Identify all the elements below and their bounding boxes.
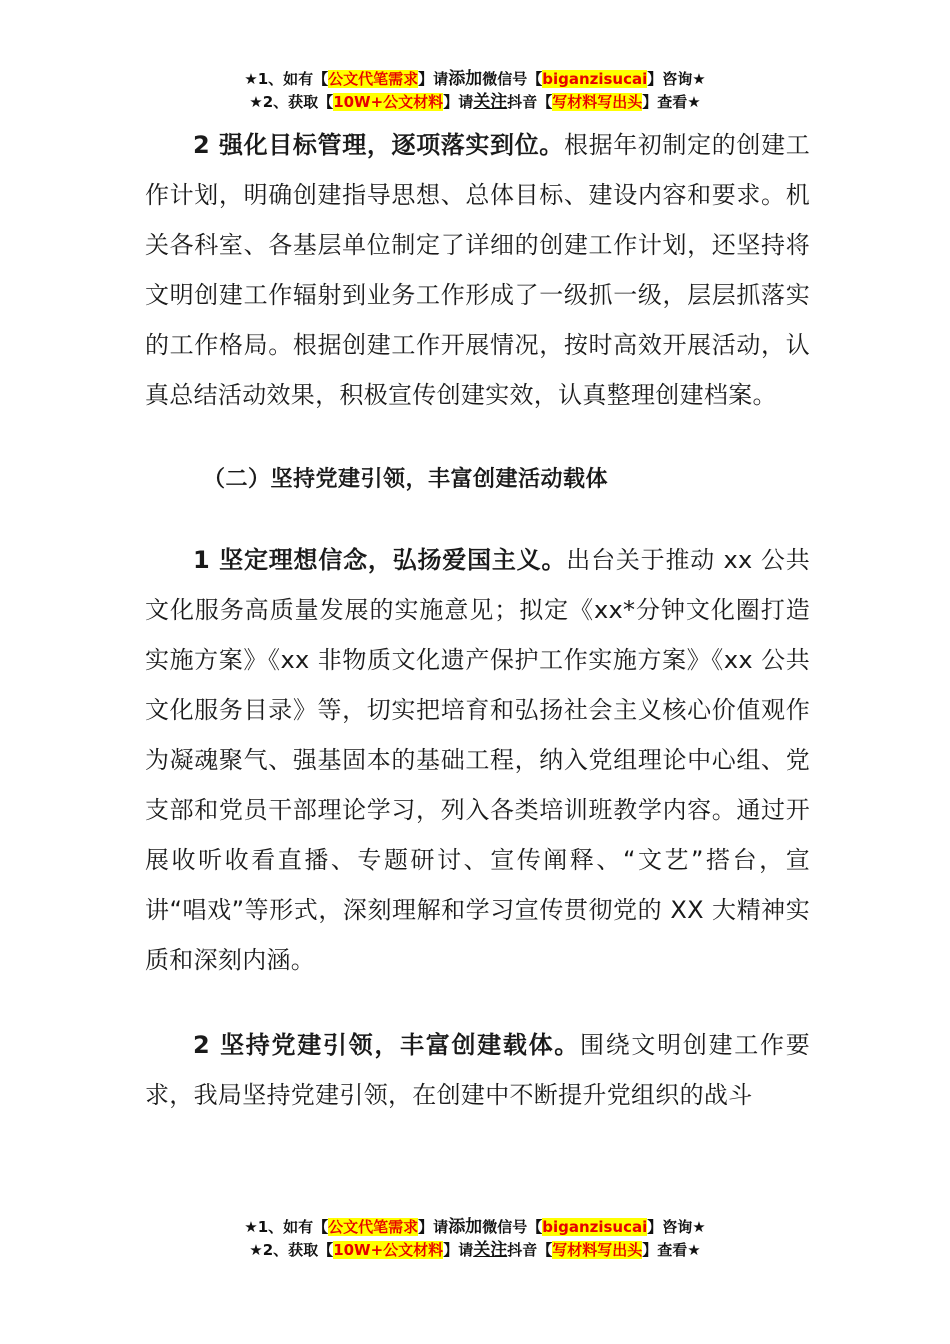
materials-highlight: 10W+公文材料 <box>333 93 444 111</box>
banner-text: ★2、获取【 <box>249 1241 334 1259</box>
banner-text: 抖音【 <box>507 93 553 111</box>
wechat-id-highlight: biganzisucai <box>542 70 648 88</box>
service-highlight: 公文代笔需求 <box>328 70 419 88</box>
paragraph-lead: 2 坚持党建引领，丰富创建载体。 <box>193 1031 581 1059</box>
header-banner <box>0 68 950 114</box>
banner-emphasis: 添加 <box>448 69 483 89</box>
banner-line-1 <box>0 68 950 91</box>
banner-text: ★2、获取【 <box>249 93 334 111</box>
banner-text: 】请 <box>443 93 474 111</box>
materials-highlight: 10W+公文材料 <box>333 1241 444 1259</box>
banner-text: 】查看★ <box>642 93 701 111</box>
banner-text: 】咨询★ <box>647 1218 706 1236</box>
footer-banner <box>0 1216 950 1262</box>
service-highlight: 公文代笔需求 <box>328 1218 419 1236</box>
banner-text: ★1、如有【 <box>244 1218 329 1236</box>
banner-text: ★1、如有【 <box>244 70 329 88</box>
douyin-highlight: 写材料写出头 <box>552 1241 643 1259</box>
banner-emphasis: 关注 <box>473 92 508 112</box>
banner-text: 】请 <box>443 1241 474 1259</box>
banner-text: 】请 <box>418 1218 449 1236</box>
banner-text: 微信号【 <box>482 70 543 88</box>
banner-text: 】请 <box>418 70 449 88</box>
banner-line-1 <box>0 1216 950 1239</box>
banner-text: 】查看★ <box>642 1241 701 1259</box>
banner-emphasis: 关注 <box>473 1240 508 1260</box>
banner-text: 抖音【 <box>507 1241 553 1259</box>
douyin-highlight: 写材料写出头 <box>552 93 643 111</box>
banner-text: 】咨询★ <box>647 70 706 88</box>
wechat-id-highlight: biganzisucai <box>542 1218 648 1236</box>
banner-emphasis: 添加 <box>448 1217 483 1237</box>
paragraph-text: 围绕文明创建工作要求，我局坚持党建引领，在创建中不断提升党组织的战斗 <box>145 1031 810 1109</box>
paragraph-lead: 2 强化目标管理，逐项落实到位。 <box>193 131 564 159</box>
paragraph-party-building <box>145 1020 810 1120</box>
paragraph-lead: 1 坚定理想信念，弘扬爱国主义。 <box>193 546 567 574</box>
paragraph-text: 根据年初制定的创建工作计划，明确创建指导思想、总体目标、建设内容和要求。机关各科室、各基层单位制定了详细的创建工作计划，还坚持将文明创建工作辐射到业务工作形成了一级抓一级，层层抓落实的工作格局。根据创建工作开展情况，按时高效开展活动，认真总结活动效果，积极宣传创建实效，认真整理创建档案。 <box>145 131 811 409</box>
banner-text: 微信号【 <box>482 1218 543 1236</box>
section-heading: （二）坚持党建引领，丰富创建活动载体 <box>203 467 609 492</box>
banner-line-2 <box>0 1239 950 1262</box>
paragraph-target-management <box>145 120 810 420</box>
document-body <box>145 120 810 1120</box>
paragraph-ideals <box>145 535 810 985</box>
banner-line-2 <box>0 91 950 114</box>
paragraph-text: 出台关于推动 xx 公共文化服务高质量发展的实施意见；拟定《xx*分钟文化圈打造实施方案》《xx 非物质文化遗产保护工作实施方案》《xx 公共文化服务目录》等，切实把培育和弘扬社会主义核心价值观作为凝魂聚气、强基固本的基础工程，纳入党组理论中心组、党支部和党员干部理论学习，列入各类培训班教学内容。通过开展收听收看直播、专题研讨、宣传阐释、“文艺”搭台，宣讲“唱戏”等形式，深刻理解和学习宣传贯彻党的 XX 大精神实质和深刻内涵。 <box>145 546 810 974</box>
